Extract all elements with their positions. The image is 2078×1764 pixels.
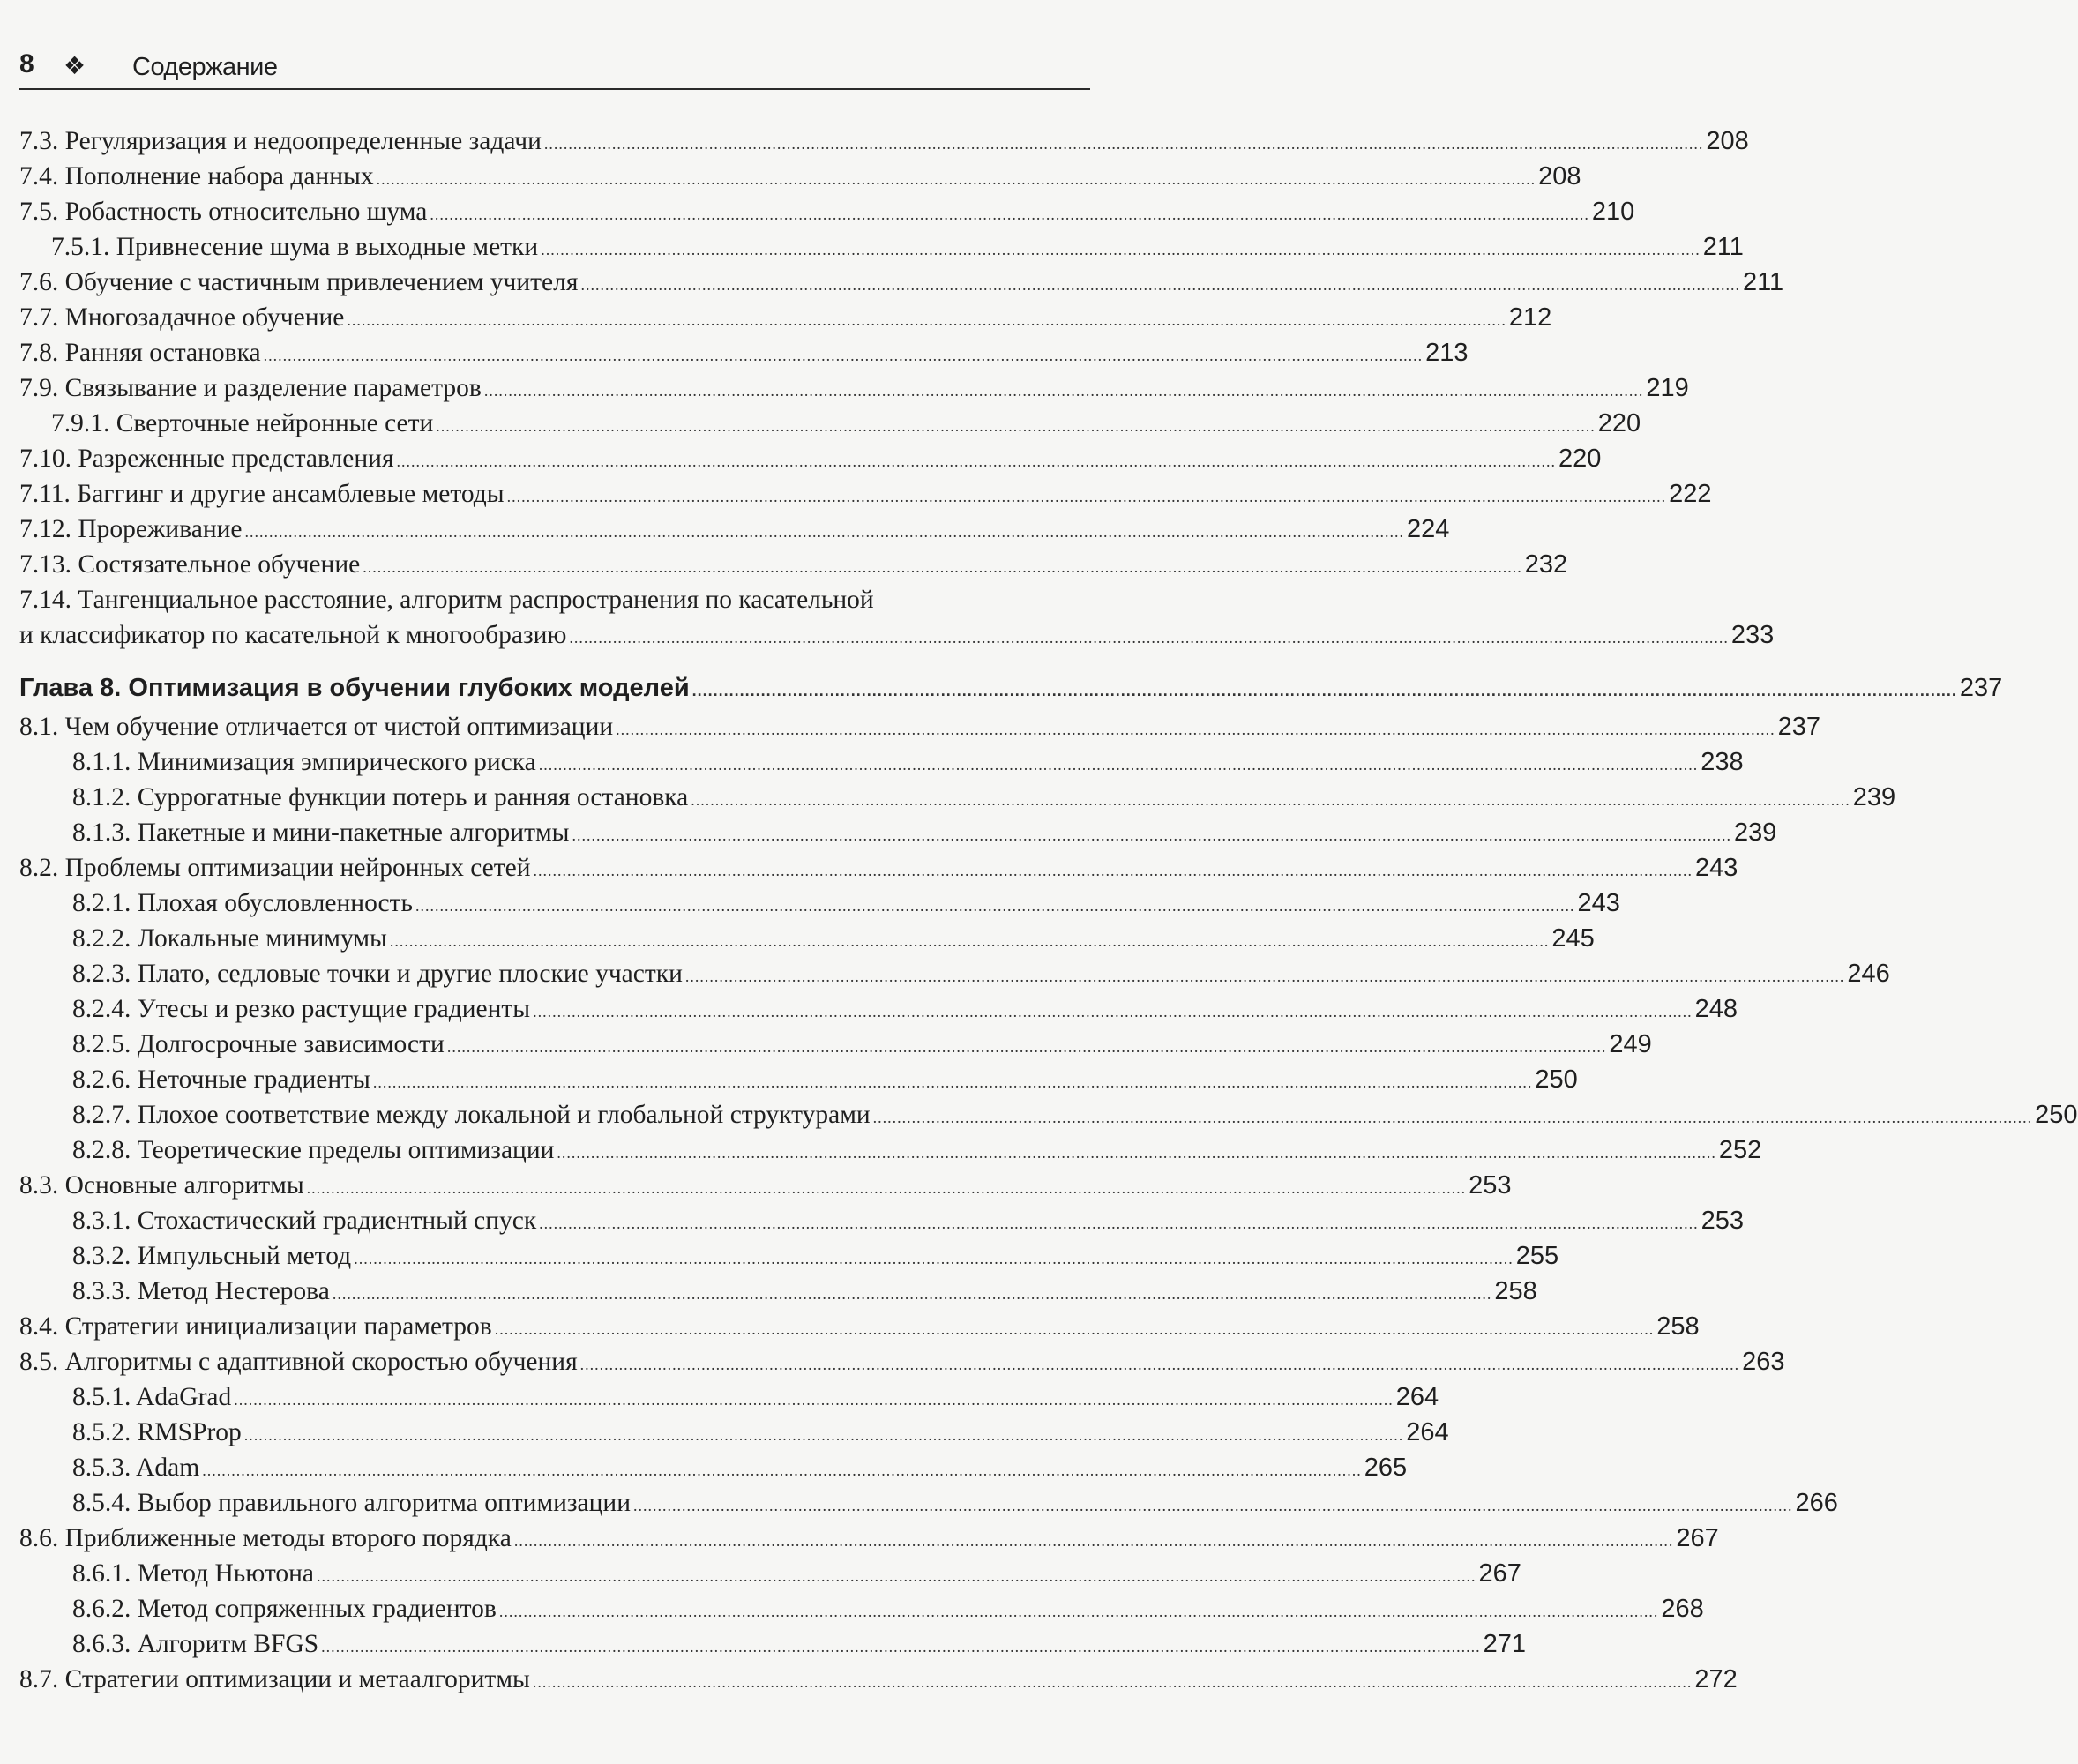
toc-entry-title: 8.2.3. Плато, седловые точки и другие плоские участки (72, 960, 683, 988)
toc-entry-title: 8.1.3. Пакетные и мини-пакетные алгоритмы (72, 818, 570, 847)
toc-page-number: 208 (1538, 162, 1581, 191)
dot-leader (373, 1065, 1533, 1100)
toc-entry-title: 8.2.6. Неточные градиенты (72, 1065, 370, 1094)
toc-entry (19, 1591, 1704, 1626)
dot-leader (377, 161, 1536, 197)
toc-page-number: 239 (1852, 783, 1896, 811)
dot-leader (354, 1241, 1514, 1276)
toc-page-number: 212 (1508, 303, 1552, 332)
running-header-title: Содержание (132, 53, 278, 81)
dot-leader (691, 782, 1850, 818)
toc-entry-title-continued: и классификатор по касательной к многообразию (19, 621, 567, 649)
dot-leader (430, 197, 1589, 232)
toc-entry-title: 8.6.2. Метод сопряженных градиентов (72, 1595, 497, 1623)
toc-entry-title: 7.9. Связывание и разделение параметров (19, 374, 482, 402)
dot-leader (321, 1629, 1481, 1664)
ornament-icon: ❖ (64, 52, 86, 79)
toc-entry-title: 8.1.2. Суррогатные функции потерь и ранняя остановка (72, 783, 689, 811)
toc-page-number: 243 (1577, 889, 1620, 917)
toc-entry-title: 7.3. Регуляризация и недоопределенные задачи (19, 127, 542, 155)
toc-entry (19, 1662, 1738, 1697)
toc-entry (19, 123, 1749, 159)
toc-page-number: 222 (1669, 480, 1712, 508)
toc-entry-title: 8.5. Алгоритмы с адаптивной скоростью обучения (19, 1348, 578, 1376)
dot-leader (633, 1488, 1793, 1523)
toc-entry (19, 1132, 1762, 1168)
dot-leader (363, 549, 1522, 585)
dot-leader (572, 818, 1731, 853)
toc-entry (19, 1626, 1527, 1662)
toc-page-number: 233 (1730, 621, 1775, 649)
toc-entry (19, 512, 1450, 547)
dot-leader (333, 1276, 1492, 1312)
toc-entry (19, 1062, 1578, 1097)
toc-entry-title: 8.5.4. Выбор правильного алгоритма оптимизации (72, 1489, 632, 1517)
toc-entry-title: 7.14. Тангенциальное расстояние, алгоритм распространения по касательной (19, 586, 874, 614)
dot-leader (390, 923, 1550, 959)
toc-page-number: 265 (1364, 1454, 1408, 1482)
toc-entry-title: 8.2.5. Долгосрочные зависимости (72, 1030, 445, 1058)
toc-page-number: 250 (1535, 1065, 1578, 1094)
toc-entry-title: 8.5.3. Adam (72, 1454, 200, 1482)
dot-leader (347, 303, 1506, 338)
toc-entry (19, 441, 1602, 476)
toc-entry-title: 7.13. Состязательное обучение (19, 550, 361, 579)
dot-leader (264, 338, 1424, 373)
toc-entry (19, 1168, 1512, 1203)
toc-entry (19, 991, 1738, 1027)
dot-leader (533, 1664, 1693, 1700)
toc-page-number: 264 (1395, 1383, 1439, 1411)
toc-entry-title: 8.5.2. RMSProp (72, 1418, 242, 1446)
dot-leader (317, 1558, 1476, 1594)
toc-page-number: 255 (1515, 1242, 1559, 1270)
toc-entry-title: 7.5.1. Привнесение шума в выходные метки (51, 233, 539, 261)
toc-page-number: 271 (1483, 1630, 1527, 1658)
running-header (19, 46, 1090, 90)
toc-page-number: 272 (1694, 1665, 1738, 1693)
page-number: 8 (19, 49, 34, 78)
toc-entry-title: 8.2. Проблемы оптимизации нейронных сетей (19, 854, 531, 882)
toc-page-number: 267 (1676, 1524, 1719, 1552)
toc-entry (19, 229, 1744, 265)
toc-page-number: 258 (1494, 1277, 1537, 1305)
toc-page-number: 237 (1959, 674, 2003, 702)
toc-entry (19, 850, 1738, 886)
dot-leader (436, 408, 1596, 444)
toc-page-number: 208 (1706, 127, 1749, 155)
dot-leader (514, 1523, 1674, 1558)
toc-entry (19, 921, 1595, 956)
table-of-contents (19, 123, 2078, 1697)
toc-entry (19, 1097, 2078, 1132)
dot-leader (685, 959, 1845, 994)
toc-page-number: 245 (1551, 924, 1595, 953)
dot-leader (533, 994, 1693, 1029)
dot-leader (544, 126, 1704, 161)
toc-page-number: 238 (1701, 748, 1744, 776)
dot-leader (415, 888, 1575, 923)
toc-page-number: 250 (2035, 1101, 2078, 1129)
toc-entry (19, 1415, 1449, 1450)
toc-entry-title: 7.10. Разреженные представления (19, 445, 394, 473)
dot-leader (569, 620, 1729, 655)
dot-leader (245, 514, 1405, 549)
toc-page-number: 268 (1661, 1595, 1704, 1623)
toc-page-number: 220 (1558, 445, 1602, 473)
dot-leader (580, 267, 1740, 303)
dot-leader (499, 1594, 1659, 1629)
toc-entry (19, 1485, 1838, 1521)
toc-entry-title: 8.1. Чем обучение отличается от чистой оптимизации (19, 713, 614, 741)
toc-page-number: 266 (1795, 1489, 1838, 1517)
dot-leader (447, 1029, 1607, 1065)
toc-page-number: 252 (1718, 1136, 1762, 1164)
toc-entry (19, 582, 1775, 653)
toc-page-number: 249 (1609, 1030, 1652, 1058)
dot-leader (234, 1382, 1394, 1417)
toc-entry (19, 1344, 1785, 1379)
dot-leader (507, 479, 1667, 514)
toc-entry-title: 8.3.3. Метод Нестерова (72, 1277, 330, 1305)
toc-page-number: 219 (1646, 374, 1689, 402)
toc-entry-title: 8.3.2. Импульсный метод (72, 1242, 352, 1270)
toc-entry (19, 1450, 1408, 1485)
toc-page-number: 211 (1742, 268, 1784, 296)
toc-entry-title: 8.2.8. Теоретические пределы оптимизации (72, 1136, 555, 1164)
toc-entry-title: 8.2.2. Локальные минимумы (72, 924, 387, 953)
toc-entry (19, 194, 1635, 229)
toc-entry (19, 956, 1890, 991)
toc-entry-title: 8.6.1. Метод Ньютона (72, 1559, 315, 1588)
toc-entry-title: 8.6.3. Алгоритм BFGS (72, 1630, 319, 1658)
toc-page-number: 243 (1695, 854, 1738, 882)
toc-page-number: 239 (1733, 818, 1777, 847)
toc-entry-title: 7.5. Робастность относительно шума (19, 198, 428, 226)
toc-entry (19, 300, 1552, 335)
toc-entry-title: 7.11. Баггинг и другие ансамблевые методы (19, 480, 505, 508)
toc-page-number: 220 (1597, 409, 1641, 437)
toc-page-number: 232 (1524, 550, 1568, 579)
toc-entry-title: 8.6. Приближенные методы второго порядка (19, 1524, 512, 1552)
toc-entry (19, 406, 1641, 441)
toc-chapter-heading (19, 669, 2003, 707)
toc-page-number: 246 (1847, 960, 1890, 988)
toc-entry-line (19, 617, 1775, 653)
toc-entry-title: 7.7. Многозадачное обучение (19, 303, 345, 332)
toc-entry (19, 1556, 1521, 1591)
toc-page-number: 264 (1406, 1418, 1449, 1446)
toc-entry-title: 7.9.1. Сверточные нейронные сети (51, 409, 434, 437)
toc-entry (19, 476, 1712, 512)
toc-entry (19, 1238, 1559, 1274)
toc-entry (19, 159, 1581, 194)
dot-leader (616, 712, 1775, 747)
toc-entry-title: 8.5.1. AdaGrad (72, 1383, 232, 1411)
toc-entry (19, 335, 1469, 370)
toc-page-number: 210 (1591, 198, 1635, 226)
toc-entry-title: 8.1.1. Минимизация эмпирического риска (72, 748, 536, 776)
toc-entry-title: 8.2.1. Плохая обусловленность (72, 889, 413, 917)
dot-leader (397, 444, 1557, 479)
toc-entry-title: 8.2.4. Утесы и резко растущие градиенты (72, 995, 531, 1023)
toc-entry (19, 1274, 1537, 1309)
dot-leader (539, 1206, 1699, 1241)
toc-page-number: 248 (1694, 995, 1738, 1023)
toc-entry (19, 886, 1620, 921)
toc-page-number: 267 (1478, 1559, 1521, 1588)
toc-page-number: 253 (1701, 1207, 1745, 1235)
toc-page-number: 211 (1702, 233, 1744, 261)
toc-page-number: 258 (1656, 1312, 1700, 1341)
dot-leader (202, 1453, 1362, 1488)
toc-entry (19, 1521, 1719, 1556)
toc-page-number: 253 (1469, 1171, 1512, 1200)
toc-entry (19, 370, 1689, 406)
dot-leader (495, 1312, 1655, 1347)
dot-leader (307, 1170, 1467, 1206)
toc-entry-title: 8.3. Основные алгоритмы (19, 1171, 304, 1200)
toc-entry (19, 547, 1568, 582)
toc-entry (19, 744, 1744, 780)
toc-entry (19, 709, 1821, 744)
toc-entry (19, 780, 1896, 815)
dot-leader (873, 1100, 2033, 1135)
dot-leader (484, 373, 1644, 408)
dot-leader (580, 1347, 1740, 1382)
toc-entry-title: 7.8. Ранняя остановка (19, 339, 261, 367)
toc-entry (19, 265, 1784, 300)
toc-page-number: 213 (1425, 339, 1469, 367)
toc-entry (19, 1379, 1439, 1415)
toc-entry-title: 8.2.7. Плохое соответствие между локальной и глобальной структурами (72, 1101, 871, 1129)
dot-leader (534, 853, 1693, 888)
toc-entry (19, 815, 1777, 850)
toc-entry-title: 7.6. Обучение с частичным привлечением учителя (19, 268, 579, 296)
toc-entry-title: 8.4. Стратегии инициализации параметров (19, 1312, 492, 1341)
toc-page-number: 237 (1777, 713, 1821, 741)
toc-page-number: 224 (1407, 515, 1450, 543)
toc-page-number: 263 (1742, 1348, 1785, 1376)
toc-entry (19, 1309, 1700, 1344)
dot-leader (541, 232, 1701, 267)
dot-leader (557, 1135, 1716, 1170)
toc-entry-title: Глава 8. Оптимизация в обучении глубоких моделей (19, 674, 690, 702)
toc-entry-title: 8.7. Стратегии оптимизации и метаалгоритмы (19, 1665, 530, 1693)
dot-leader (244, 1417, 1404, 1453)
dot-leader (539, 747, 1699, 782)
toc-entry-title: 8.3.1. Стохастический градиентный спуск (72, 1207, 537, 1235)
toc-entry-title: 7.12. Прореживание (19, 515, 243, 543)
toc-entry (19, 1027, 1652, 1062)
toc-entry-title: 7.4. Пополнение набора данных (19, 162, 374, 191)
dot-leader (692, 671, 1957, 710)
toc-entry (19, 1203, 1745, 1238)
